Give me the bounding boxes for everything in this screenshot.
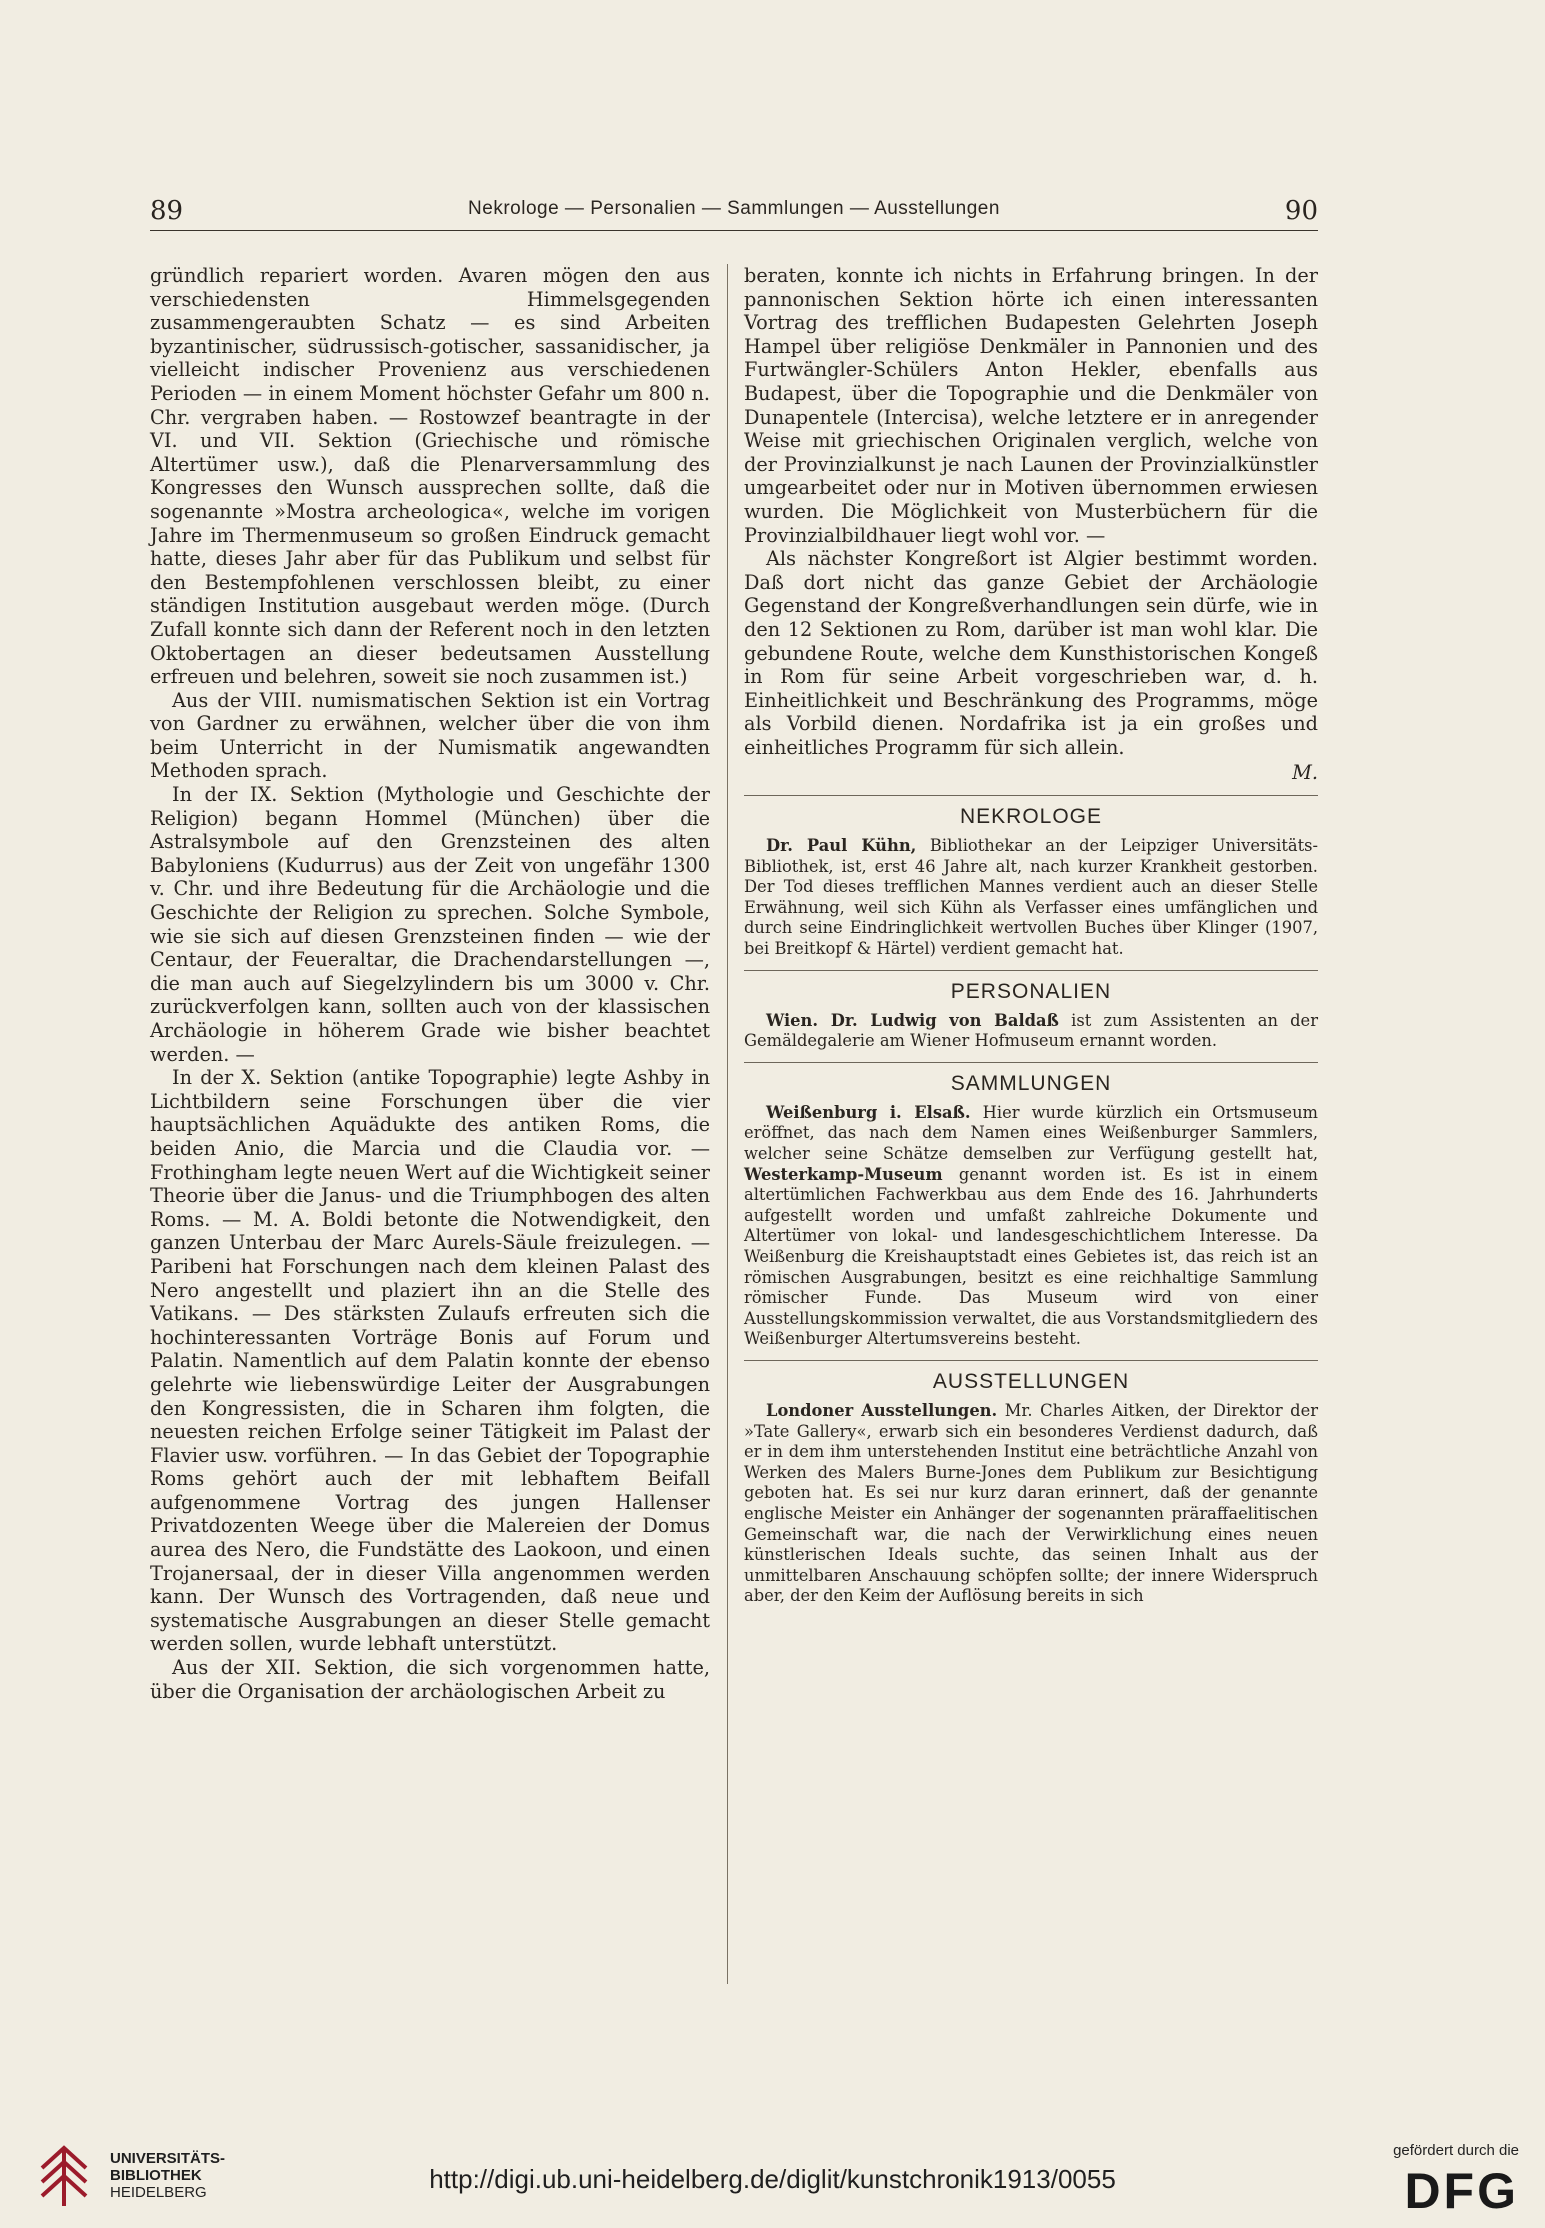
author-signature: M.: [1292, 761, 1318, 785]
paragraph: Wien. Dr. Ludwig von Baldaß ist zum Assistenten an der Gemäldegalerie am Wiener Hofmuseum ernannt worden.: [744, 1010, 1318, 1051]
paragraph: Als nächster Kongreßort ist Algier bestimmt worden. Daß dort nicht das ganze Gebiet der Archäologie Gegenstand der Kongreßverhandlungen sein dürfe, wie in den 12 Sektionen zu Rom, darüber ist man wohl klar. Die gebundene Route, welche dem Kunsthistorischen Kongeß in Rom für seine Arbeit vorgeschrieben war, d. h. Einheitlichkeit und Beschränkung des Programms, möge als Vorbild dienen. Nordafrika ist ja ein großes und einheitliches Programm für sich allein.: [744, 547, 1318, 759]
running-head: Nekrologe — Personalien — Sammlungen — Ausstellungen: [468, 198, 1000, 219]
section-heading: NEKROLOGE: [959, 805, 1103, 829]
left-column: [150, 264, 710, 1703]
lead-name: Dr. Paul Kühn,: [766, 836, 917, 856]
lead-name: Weißenburg i. Elsaß.: [766, 1102, 971, 1122]
section-heading: SAMMLUNGEN: [950, 1071, 1112, 1095]
paragraph: In der X. Sektion (antike Topographie) legte Ashby in Lichtbildern seine Forschungen über die vier hauptsächlichen Aquädukte des antiken Roms, die beiden Anio, die Marcia und die Claudia vor. — Frothingham legte neuen Wert auf die Wichtigkeit seiner Theorie über die Janus- und die Triumphbogen des alten Roms. — M. A. Boldi betonte die Notwendigkeit, den ganzen Unterbau der Marc Aurels-Säule freizulegen. — Paribeni hat Forschungen nach dem kleinen Palast des Nero angestellt und plaziert ihn an die Stelle des Vatikans. — Des stärksten Zulaufs erfreuten sich die hochinteressanten Vorträge Bonis auf Forum und Palatin. Namentlich auf dem Palatin konnte der ebenso gelehrte wie liebenswürdige Leiter der Ausgrabungen den Kongressisten, die in Scharen ihm folgten, die neuesten reichen Erfolge seiner Tätigkeit im Palast der Flavier usw. vorführen. — In das Gebiet der Topographie Roms gehört auch der mit lebhaftem Beifall aufgenommene Vortrag des jungen Hallenser Privatdozenten Weege über die Malereien der Domus aurea des Nero, die Fundstätte des Laokoon, und einen Trojanersaal, der in dieser Villa angenommen werden kann. Der Wunsch des Vortragenden, daß neue und systematische Ausgrabungen an dieser Stelle gemacht werden sollen, wurde lebhaft unterstützt.: [150, 1066, 710, 1656]
paragraph: Dr. Paul Kühn, Bibliothekar an der Leipziger Universitäts-Bibliothek, ist, erst 46 Jahre alt, nach kurzer Krankheit gestorben. Der Tod dieses trefflichen Mannes verdient auch an dieser Stelle Erwähnung, weil sich Kühn als Verfasser eines umfänglichen und durch seine Eindringlichkeit wertvollen Buches über Klinger (1907, bei Breitkopf & Härtel) verdient gemacht hat.: [744, 836, 1318, 959]
paragraph: Aus der VIII. numismatischen Sektion ist ein Vortrag von Gardner zu erwähnen, welcher über die von ihm beim Unterricht in der Numismatik angewandten Methoden sprach.: [150, 688, 710, 783]
paragraph: beraten, konnte ich nichts in Erfahrung bringen. In der pannonischen Sektion hörte ich einen interessanten Vortrag des trefflichen Budapesten Gelehrten Joseph Hampel über religiöse Denkmäler in Pannonien und des Furtwängler-Schülers Anton Hekler, ebenfalls aus Budapest, über die Topographie und die Denkmäler von Dunapentele (Intercisa), welche letztere er in anregender Weise mit griechischen Originalen verglich, welche von der Provinzialkunst je nach Launen der Provinzialkünstler umgearbeitet oder nur in Motiven übernommen erwiesen wurden. Die Möglichkeit von Musterbüchern für die Provinzialbildhauer liegt wohl vor. —: [744, 264, 1318, 547]
paragraph: Londoner Ausstellungen. Mr. Charles Aitken, der Direktor der »Tate Gallery«, erwarb sich ein besonderes Verdienst dadurch, daß er in dem ihm unterstehenden Institut eine beträchtliche Anzahl von Werken des Malers Burne-Jones dem Publikum zur Besichtigung geboten hat. Es sei nur kurz daran erinnert, daß der genannte englische Meister ein Anhänger der sogenannten präraffaelitischen Gemeinschaft war, die nach der Verwirklichung eines neuen künstlerischen Ideals suchte, das seinen Inhalt aus der unmittelbaren Anschauung schöpfen sollte; der innere Widerspruch aber, der den Keim der Auflösung bereits in sich: [744, 1400, 1318, 1606]
right-column: [744, 264, 1318, 1607]
paragraph: gründlich repariert worden. Avaren mögen den aus verschiedensten Himmelsgegenden zusammengeraubten Schatz — es sind Arbeiten byzantinischer, südrussisch-gotischer, sassanidischer, ja vielleicht indischer Provenienz aus verschiedenen Perioden — in einem Moment höchster Gefahr um 800 n. Chr. vergraben haben. — Rostowzef beantragte in der VI. und VII. Sektion (Griechische und römische Altertümer usw.), daß die Plenarversammlung des Kongresses den Wunsch aussprechen sollte, daß die sogenannte »Mostra archeologica«, welche im vorigen Jahre im Thermenmuseum so großen Eindruck gemacht hatte, dieses Jahr aber für das Publikum und selbst für den Bestempfohlenen verschlossen bleibt, zu einer ständigen Institution ausgebaut werden möge. (Durch Zufall konnte sich dann der Referent noch in den letzten Oktobertagen an dieser bedeutsamen Ausstellung erfreuen und belehren, soweit sie noch zusammen ist.): [150, 264, 710, 689]
library-name: UNIVERSITÄTS- BIBLIOTHEK HEIDELBERG: [110, 2150, 226, 2201]
section-rule: [744, 795, 1318, 796]
section-nekrologe: [744, 795, 1318, 960]
page-number-right: 90: [1284, 196, 1318, 226]
museum-name: Westerkamp-Museum: [744, 1164, 943, 1184]
section-ausstellungen: [744, 1360, 1318, 1607]
column-divider: [727, 264, 728, 1984]
section-sammlungen: [744, 1062, 1318, 1350]
section-heading: AUSSTELLUNGEN: [932, 1369, 1130, 1393]
source-url-link[interactable]: http://digi.ub.uni-heidelberg.de/diglit/kunstchronik1913/0055: [429, 2164, 1116, 2194]
section-rule: [744, 1062, 1318, 1063]
section-rule: [744, 970, 1318, 971]
lead-name: Londoner Ausstellungen.: [766, 1400, 998, 1420]
digitization-footer: [0, 2120, 1545, 2228]
section-personalien: [744, 970, 1318, 1052]
page-number-left: 89: [150, 196, 184, 226]
paragraph: Aus der XII. Sektion, die sich vorgenommen hatte, über die Organisation der archäologischen Arbeit zu: [150, 1656, 710, 1703]
paragraph: Weißenburg i. Elsaß. Hier wurde kürzlich ein Ortsmuseum eröffnet, das nach dem Namen eines Weißenburger Sammlers, welcher seine Schätze demselben zur Verfügung gestellt hat, Westerkamp-Museum genannt worden ist. Es ist in einem altertümlichen Fachwerkbau aus dem Ende des 16. Jahrhunderts aufgestellt worden und umfaßt zahlreiche Dokumente und Altertümer von lokal- und landesgeschichtlichem Interesse. Da Weißenburg die Kreishauptstadt eines Gebietes ist, das reich ist an römischen Ausgrabungen, besitzt es eine reichhaltige Sammlung römischer Funde. Das Museum wird von einer Ausstellungskommission verwaltet, die aus Vorstandsmitgliedern des Weißenburger Altertumsvereins besteht.: [744, 1102, 1318, 1349]
header-rule: [150, 230, 1318, 231]
section-heading: PERSONALIEN: [950, 979, 1112, 1003]
section-rule: [744, 1360, 1318, 1361]
lead-name: Wien. Dr. Ludwig von Baldaß: [766, 1010, 1059, 1030]
paragraph: In der IX. Sektion (Mythologie und Geschichte der Religion) begann Hommel (München) über die Astralsymbole auf den Grenzsteinen des alten Babyloniens (Kudurrus) aus der Zeit von ungefähr 1300 v. Chr. und ihre Bedeutung für die Archäologie und die Geschichte der Religion zu sprechen. Solche Symbole, wie sie sich auf diesen Grenzsteinen finden — wie der Centaur, der Feueraltar, die Drachendarstellungen —, die man auch auf Siegelzylindern bis um 3000 v. Chr. zurückverfolgen kann, sollten auch von der klassischen Archäologie in höherem Grade wie bisher beachtet werden. —: [150, 783, 710, 1066]
funder-label: gefördert durch die: [1393, 2142, 1519, 2159]
dfg-logo: DFG: [1404, 2163, 1519, 2219]
